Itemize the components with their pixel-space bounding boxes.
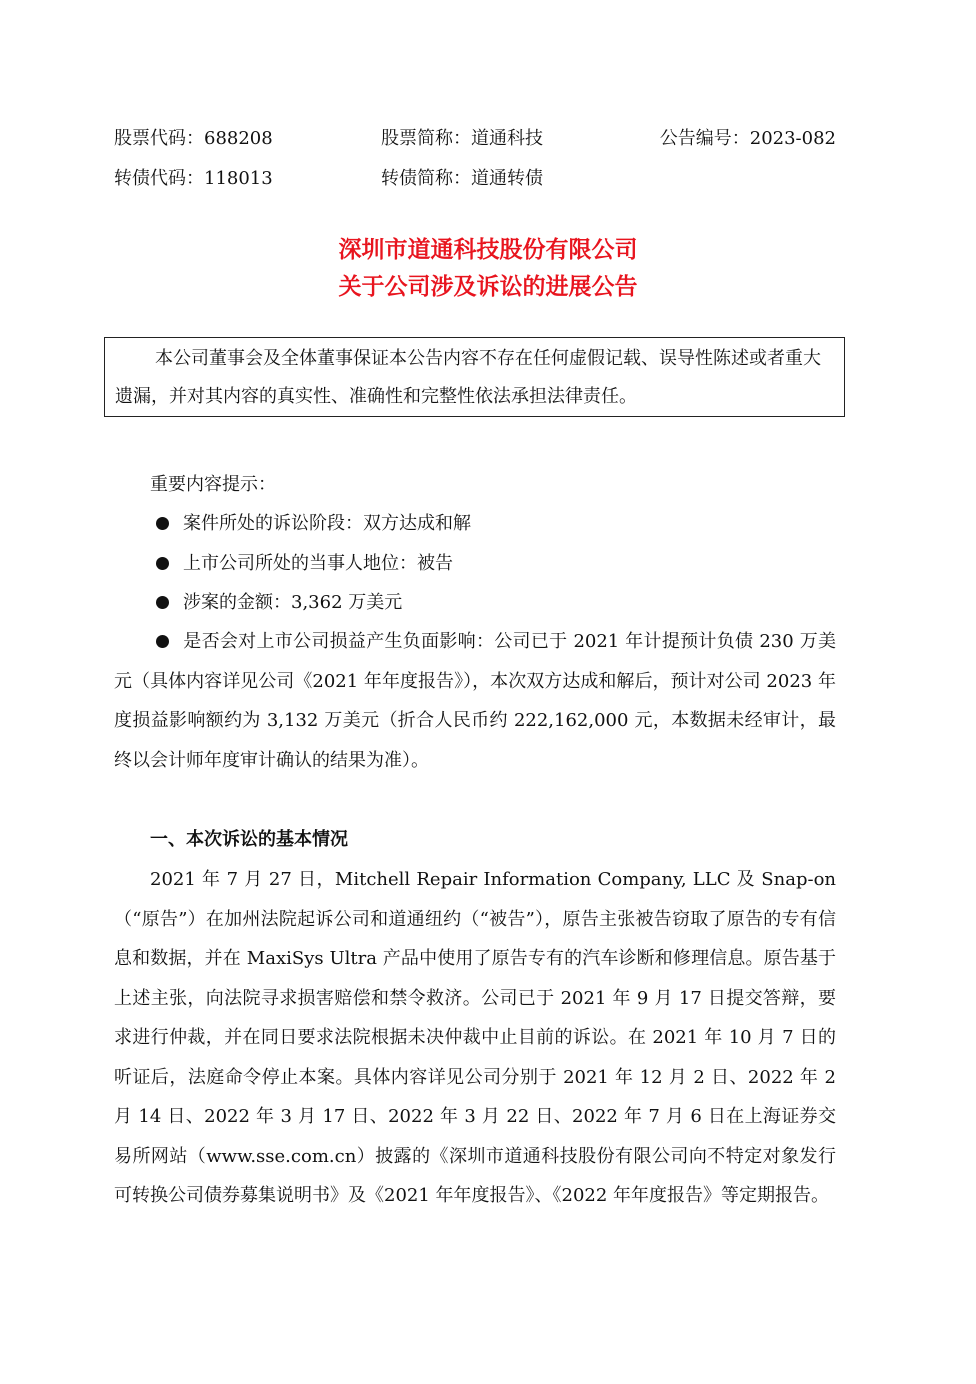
highlight-item: 是否会对上市公司损益产生负面影响：公司已于 2021 年计提预计负债 230 万美元（具体内容详见公司《2021 年年度报告》），本次双方达成和解后，预计对公司 2023 年度损益影响额约为 3,132 万美元（折合人民币约 222,162,000 元，本数据未经审计，最终以会计师年度审计确认的结果为准）。 (114, 631, 836, 771)
bullet-icon (156, 517, 169, 530)
header-row-bond (114, 164, 836, 194)
highlight-item: 上市公司所处的当事人地位：被告 (114, 544, 836, 584)
section-body: 2021 年 7 月 27 日，Mitchell Repair Information Company, LLC 及 Snap-on（“原告”）在加州法院起诉公司和道通纽约（“被告”），原告主张被告窃取了原告的专有信息和数据，并在 MaxiSys Ultra 产品中使用了原告专有的汽车诊断和修理信息。原告基于上述主张，向法院寻求损害赔偿和禁令救济。公司已于 2021 年 9 月 17 日提交答辩，要求进行仲裁，并在同日要求法院根据未决仲裁中止目前的诉讼。在 2021 年 10 月 7 日的听证后，法庭命令停止本案。具体内容详见公司分别于 2021 年 12 月 2 日、2022 年 2 月 14 日、2022 年 3 月 17 日、2022 年 3 月 22 日、2022 年 7 月 6 日在上海证券交易所网站（www.sse.com.cn）披露的《深圳市道通科技股份有限公司向不特定对象发行可转换公司债券募集说明书》及《2021 年年度报告》、《2022 年年度报告》等定期报告。 (114, 869, 836, 1206)
bond-short-name: 转债简称：道通转债 (381, 168, 543, 189)
section-heading: 一、本次诉讼的基本情况 (150, 829, 348, 850)
highlights-heading: 重要内容提示： (150, 474, 276, 495)
highlight-item: 案件所处的诉讼阶段：双方达成和解 (114, 504, 836, 544)
document-title-company: 深圳市道通科技股份有限公司 (338, 237, 638, 263)
bullet-icon (156, 635, 169, 648)
highlight-item: 涉案的金额：3,362 万美元 (114, 583, 836, 623)
bond-code: 转债代码：118013 (114, 168, 273, 189)
board-declaration-box (104, 337, 845, 417)
stock-short-name: 股票简称：道通科技 (381, 128, 543, 149)
announcement-number: 公告编号：2023-082 (659, 128, 836, 149)
board-declaration-text: 本公司董事会及全体董事保证本公告内容不存在任何虚假记载、误导性陈述或者重大遗漏，并对其内容的真实性、准确性和完整性依法承担法律责任。 (115, 348, 821, 407)
stock-code: 股票代码：688208 (114, 128, 273, 149)
document-title-subject: 关于公司涉及诉讼的进展公告 (338, 274, 638, 300)
header-row-stock (114, 124, 836, 154)
bullet-icon (156, 557, 169, 570)
bullet-icon (156, 596, 169, 609)
